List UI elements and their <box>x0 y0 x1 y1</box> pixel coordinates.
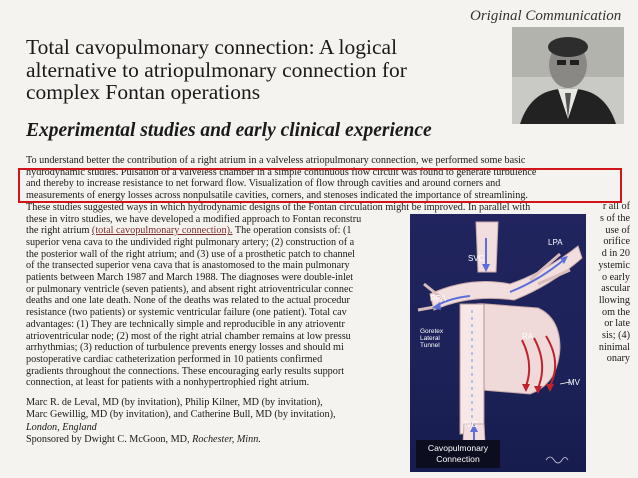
abstract-line: resistance (two patients) or systemic ventricular failure (one patient). Total cav <box>26 307 347 319</box>
label-ra: RA <box>522 332 534 341</box>
label-svc: SVC <box>468 254 485 263</box>
abstract-line: gradients throughout the connections. These encouraging early results support <box>26 365 345 377</box>
title-line: Total cavopulmonary connection: A logical <box>26 35 398 59</box>
title-line: alternative to atriopulmonary connection for <box>26 57 407 82</box>
abstract-line: These studies suggested ways in which hydrodynamic designs of the Fontan circulation might be improved. In parallel with <box>26 201 531 213</box>
abstract-line: atrioventricular node; (2) most of the right atrial chamber remains at low pressu <box>26 330 351 342</box>
margin-fragment: onary <box>606 353 630 365</box>
underlined-phrase: (total cavopulmonary connection). <box>91 225 233 237</box>
label-tunnel: Goretex Lateral Tunnel <box>420 328 444 349</box>
margin-fragment: orifice <box>603 236 630 248</box>
abstract-line: superior vena cava to the undivided right pulmonary artery; (2) construction of a <box>26 236 355 248</box>
author-block <box>26 397 406 447</box>
margin-fragment: d in 20 <box>601 248 630 260</box>
label-rpa: RPA <box>430 294 446 303</box>
cavopulmonary-diagram <box>410 214 586 472</box>
label-ivc: IVC <box>464 420 478 429</box>
author-location: London, England <box>26 421 97 433</box>
sponsor-line: Sponsored by Dwight C. McGoon, MD, Rochester, Minn. <box>26 434 261 446</box>
abstract-line: of the transected superior vena cava that is anastomosed to the main pulmonary <box>26 260 350 272</box>
margin-fragment: use of <box>605 224 630 236</box>
abstract-line: or pulmonary ventricle (seven patients), and absent right atrioventricular connec <box>26 283 354 295</box>
margin-fragment: ascular <box>601 283 630 295</box>
title-line: complex Fontan operations <box>26 80 261 104</box>
margin-fragment: llowing <box>598 294 630 306</box>
article-subtitle: Experimental studies and early clinical experience <box>26 120 432 141</box>
margin-fragment: ninimal <box>598 341 630 353</box>
author-line: Marc Gewillig, MD (by invitation), and Catherine Bull, MD (by invitation), <box>26 409 336 421</box>
abstract-line: patients between March 1987 and March 1988. The diagnoses were double-inlet <box>26 272 354 284</box>
abstract-line: arrhythmias; (3) reduction of turbulence prevents energy losses and should mi <box>26 342 344 354</box>
margin-fragment: s of the <box>600 213 630 224</box>
section-label: Original Communication <box>470 8 622 24</box>
margin-fragment: or late <box>604 318 630 330</box>
author-line: Marc R. de Leval, MD (by invitation), Philip Kilner, MD (by invitation), <box>26 397 323 408</box>
author-portrait <box>512 27 624 124</box>
abstract-line: To understand better the contribution of a right atrium in a valveless atriopulmonary connection, we performed some basic <box>26 155 526 166</box>
abstract-line: hydrodynamic studies. Pulsation of a valveless chamber in a simple continuous flow circuit was found to generate turbulence <box>26 166 537 178</box>
margin-fragment: r all of <box>602 201 630 213</box>
abstract-line: measurements of energy losses across nonpulsatile cavities, corners, and stenoses indicated the importance of streamlining. <box>26 190 528 202</box>
margin-fragment: o early <box>601 271 630 283</box>
diagram-caption: Cavopulmonary Connection <box>416 440 500 468</box>
margin-fragments <box>590 201 630 365</box>
abstract-line: the posterior wall of the right atrium; and (3) use of a prosthetic patch to channel <box>26 248 356 260</box>
abstract-line: the right atrium (total cavopulmonary connection). The operation consists of: (1 <box>26 225 352 237</box>
abstract-line: these in vitro studies, we have developed a modified approach to Fontan reconstru <box>26 213 362 225</box>
margin-fragment: ystemic <box>598 259 630 271</box>
abstract-line: connection, at least for patients with a nonhypertrophied right atrium. <box>26 377 310 389</box>
abstract-line: and thereby to increase resistance to net forward flow. Visualization of flow through cavities and around corners and <box>26 178 501 190</box>
author-portrait-image <box>512 27 624 124</box>
margin-fragment: om the <box>601 306 630 318</box>
label-lpa: LPA <box>548 238 563 247</box>
abstract-line: postoperative cardiac catheterization performed in 10 patients confirmed <box>26 353 323 365</box>
article-title <box>26 36 486 104</box>
highlight-box <box>18 168 622 203</box>
label-mv: MV <box>568 378 580 387</box>
abstract-line: deaths and one late death. None of the deaths was related to the actual procedur <box>26 295 350 307</box>
abstract-line: advantages: (1) They are technically simple and reproducible in any atrioventr <box>26 318 345 330</box>
margin-fragment: sis; (4) <box>601 330 630 342</box>
